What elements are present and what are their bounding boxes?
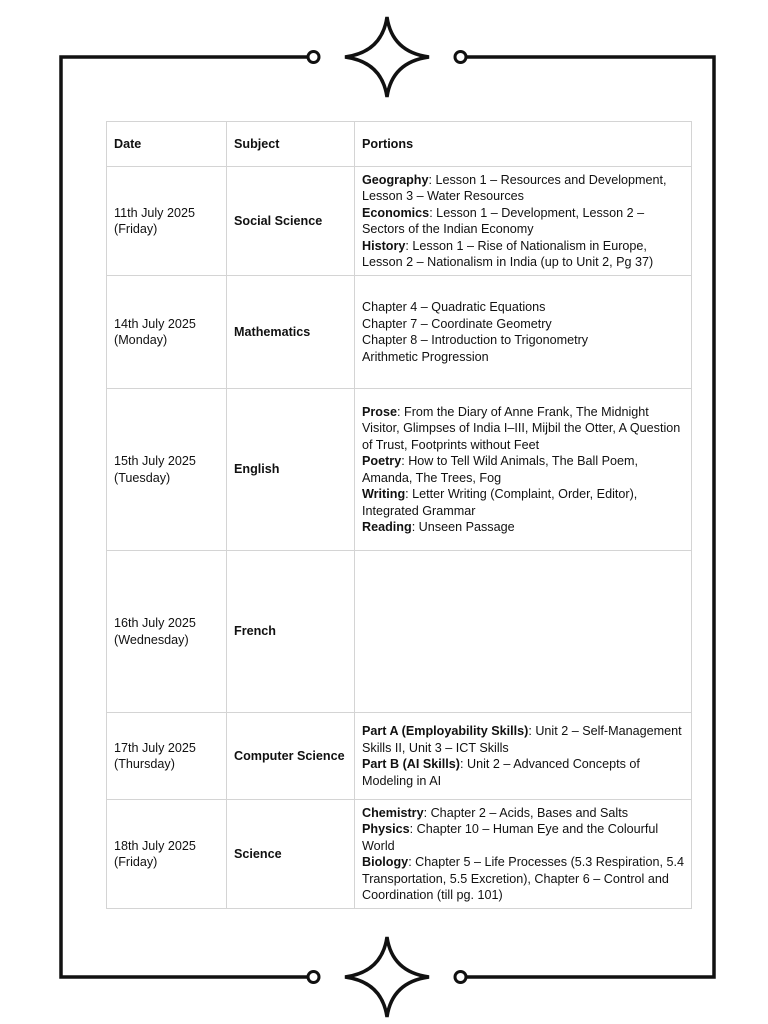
date-cell — [107, 167, 227, 276]
portion-line — [362, 172, 684, 205]
table-header-row — [107, 122, 692, 167]
portion-topic-label: Reading — [362, 520, 412, 534]
portion-line — [362, 805, 684, 822]
portions-cell — [355, 389, 692, 551]
table-row — [107, 276, 692, 389]
portion-line — [362, 349, 684, 366]
portion-topic-label: Physics — [362, 822, 410, 836]
portion-line — [362, 453, 684, 486]
date-text: 16th July 2025 — [114, 616, 196, 630]
portion-topic-label: Writing — [362, 487, 406, 501]
portion-line — [362, 486, 684, 519]
portion-topic-label: History — [362, 238, 406, 253]
subject-cell: English — [227, 389, 355, 551]
portion-detail: Chapter 7 – Coordinate Geometry — [362, 316, 552, 331]
date-cell — [107, 389, 227, 551]
subject-cell: Mathematics — [227, 276, 355, 389]
header-portions: Portions — [355, 122, 692, 167]
date-cell — [107, 551, 227, 713]
portions-cell — [355, 713, 692, 800]
date-cell — [107, 800, 227, 909]
portion-line — [362, 756, 684, 789]
date-text: 17th July 2025 — [114, 740, 196, 755]
portion-line — [362, 723, 684, 756]
table-row — [107, 713, 692, 800]
portion-line — [362, 854, 684, 904]
weekday-text: (Friday) — [114, 222, 158, 236]
header-date: Date — [107, 122, 227, 167]
portion-detail: : Lesson 1 – Development, Lesson 2 – Sectors of the Indian Economy — [362, 205, 645, 236]
portion-topic-label: Geography — [362, 172, 429, 187]
portions-cell — [355, 276, 692, 389]
portion-detail: : Unit 2 – Self-Management Skills II, Unit 3 – ICT Skills — [362, 724, 682, 755]
date-cell — [107, 713, 227, 800]
portion-detail: : Chapter 2 – Acids, Bases and Salts — [423, 805, 629, 820]
ring-icon — [455, 972, 466, 983]
portion-line — [362, 238, 684, 271]
portion-detail: : Unit 2 – Advanced Concepts of Modeling in AI — [362, 757, 640, 788]
portion-topic-label: Biology — [362, 855, 409, 869]
date-text: 18th July 2025 — [114, 838, 196, 853]
portion-line — [362, 299, 684, 316]
portions-cell — [355, 800, 692, 909]
weekday-text: (Wednesday) — [114, 632, 189, 647]
portions-cell — [355, 167, 692, 276]
portion-topic-label: Part B (AI Skills) — [362, 757, 460, 771]
exam-schedule-table — [106, 121, 692, 909]
portion-line — [362, 205, 684, 238]
portion-line — [362, 316, 684, 333]
subject-cell: Science — [227, 800, 355, 909]
portion-detail: : Chapter 10 – Human Eye and the Colourful World — [362, 822, 659, 853]
portion-line — [362, 821, 684, 854]
table-row — [107, 800, 692, 909]
portion-detail: : How to Tell Wild Animals, The Ball Poem, Amanda, The Trees, Fog — [362, 454, 639, 485]
portion-detail: Arithmetic Progression — [362, 349, 489, 364]
portion-detail: : Lesson 1 – Resources and Development, Lesson 3 – Water Resources — [362, 172, 667, 203]
portion-topic-label: Chemistry — [362, 805, 424, 820]
portion-line — [362, 332, 684, 349]
portion-detail: : Chapter 5 – Life Processes (5.3 Respiration, 5.4 Transportation, 5.5 Excretion), Chapter 6 – Control and Coordination (till pg. 101) — [362, 855, 684, 902]
ring-icon — [455, 52, 466, 63]
date-text: 15th July 2025 — [114, 454, 196, 468]
table-row — [107, 389, 692, 551]
subject-cell: Computer Science — [227, 713, 355, 800]
subject-cell: Social Science — [227, 167, 355, 276]
weekday-text: (Friday) — [114, 855, 158, 869]
portion-line — [362, 519, 684, 536]
date-cell — [107, 276, 227, 389]
portion-topic-label: Poetry — [362, 454, 402, 468]
portion-detail: : Unseen Passage — [411, 520, 515, 534]
table-row — [107, 551, 692, 713]
portion-line — [362, 404, 684, 454]
weekday-text: (Monday) — [114, 333, 168, 347]
portion-topic-label: Prose — [362, 404, 398, 419]
date-text: 11th July 2025 — [114, 205, 195, 220]
portion-detail: : From the Diary of Anne Frank, The Midnight Visitor, Glimpses of India I–III, Mijbil the Otter, A Question of Trust, Footprints without Feet — [362, 404, 681, 452]
date-text: 14th July 2025 — [114, 316, 196, 331]
four-point-star-icon-bottom — [345, 937, 429, 1017]
weekday-text: (Tuesday) — [114, 470, 171, 485]
weekday-text: (Thursday) — [114, 757, 175, 771]
portion-detail: Chapter 4 – Quadratic Equations — [362, 300, 546, 314]
four-point-star-icon-top — [345, 17, 429, 97]
portion-topic-label: Part A (Employability Skills) — [362, 724, 529, 738]
portion-detail: Chapter 8 – Introduction to Trigonometry — [362, 333, 589, 347]
subject-cell: French — [227, 551, 355, 713]
header-subject: Subject — [227, 122, 355, 167]
ring-icon — [308, 52, 319, 63]
table-row — [107, 167, 692, 276]
portion-detail: : Letter Writing (Complaint, Order, Editor), Integrated Grammar — [362, 487, 638, 518]
portions-cell — [355, 551, 692, 713]
portion-detail: : Lesson 1 – Rise of Nationalism in Europe, Lesson 2 – Nationalism in India (up to Unit 2, Pg 37) — [362, 238, 654, 269]
ring-icon — [308, 972, 319, 983]
portion-topic-label: Economics — [362, 205, 430, 220]
